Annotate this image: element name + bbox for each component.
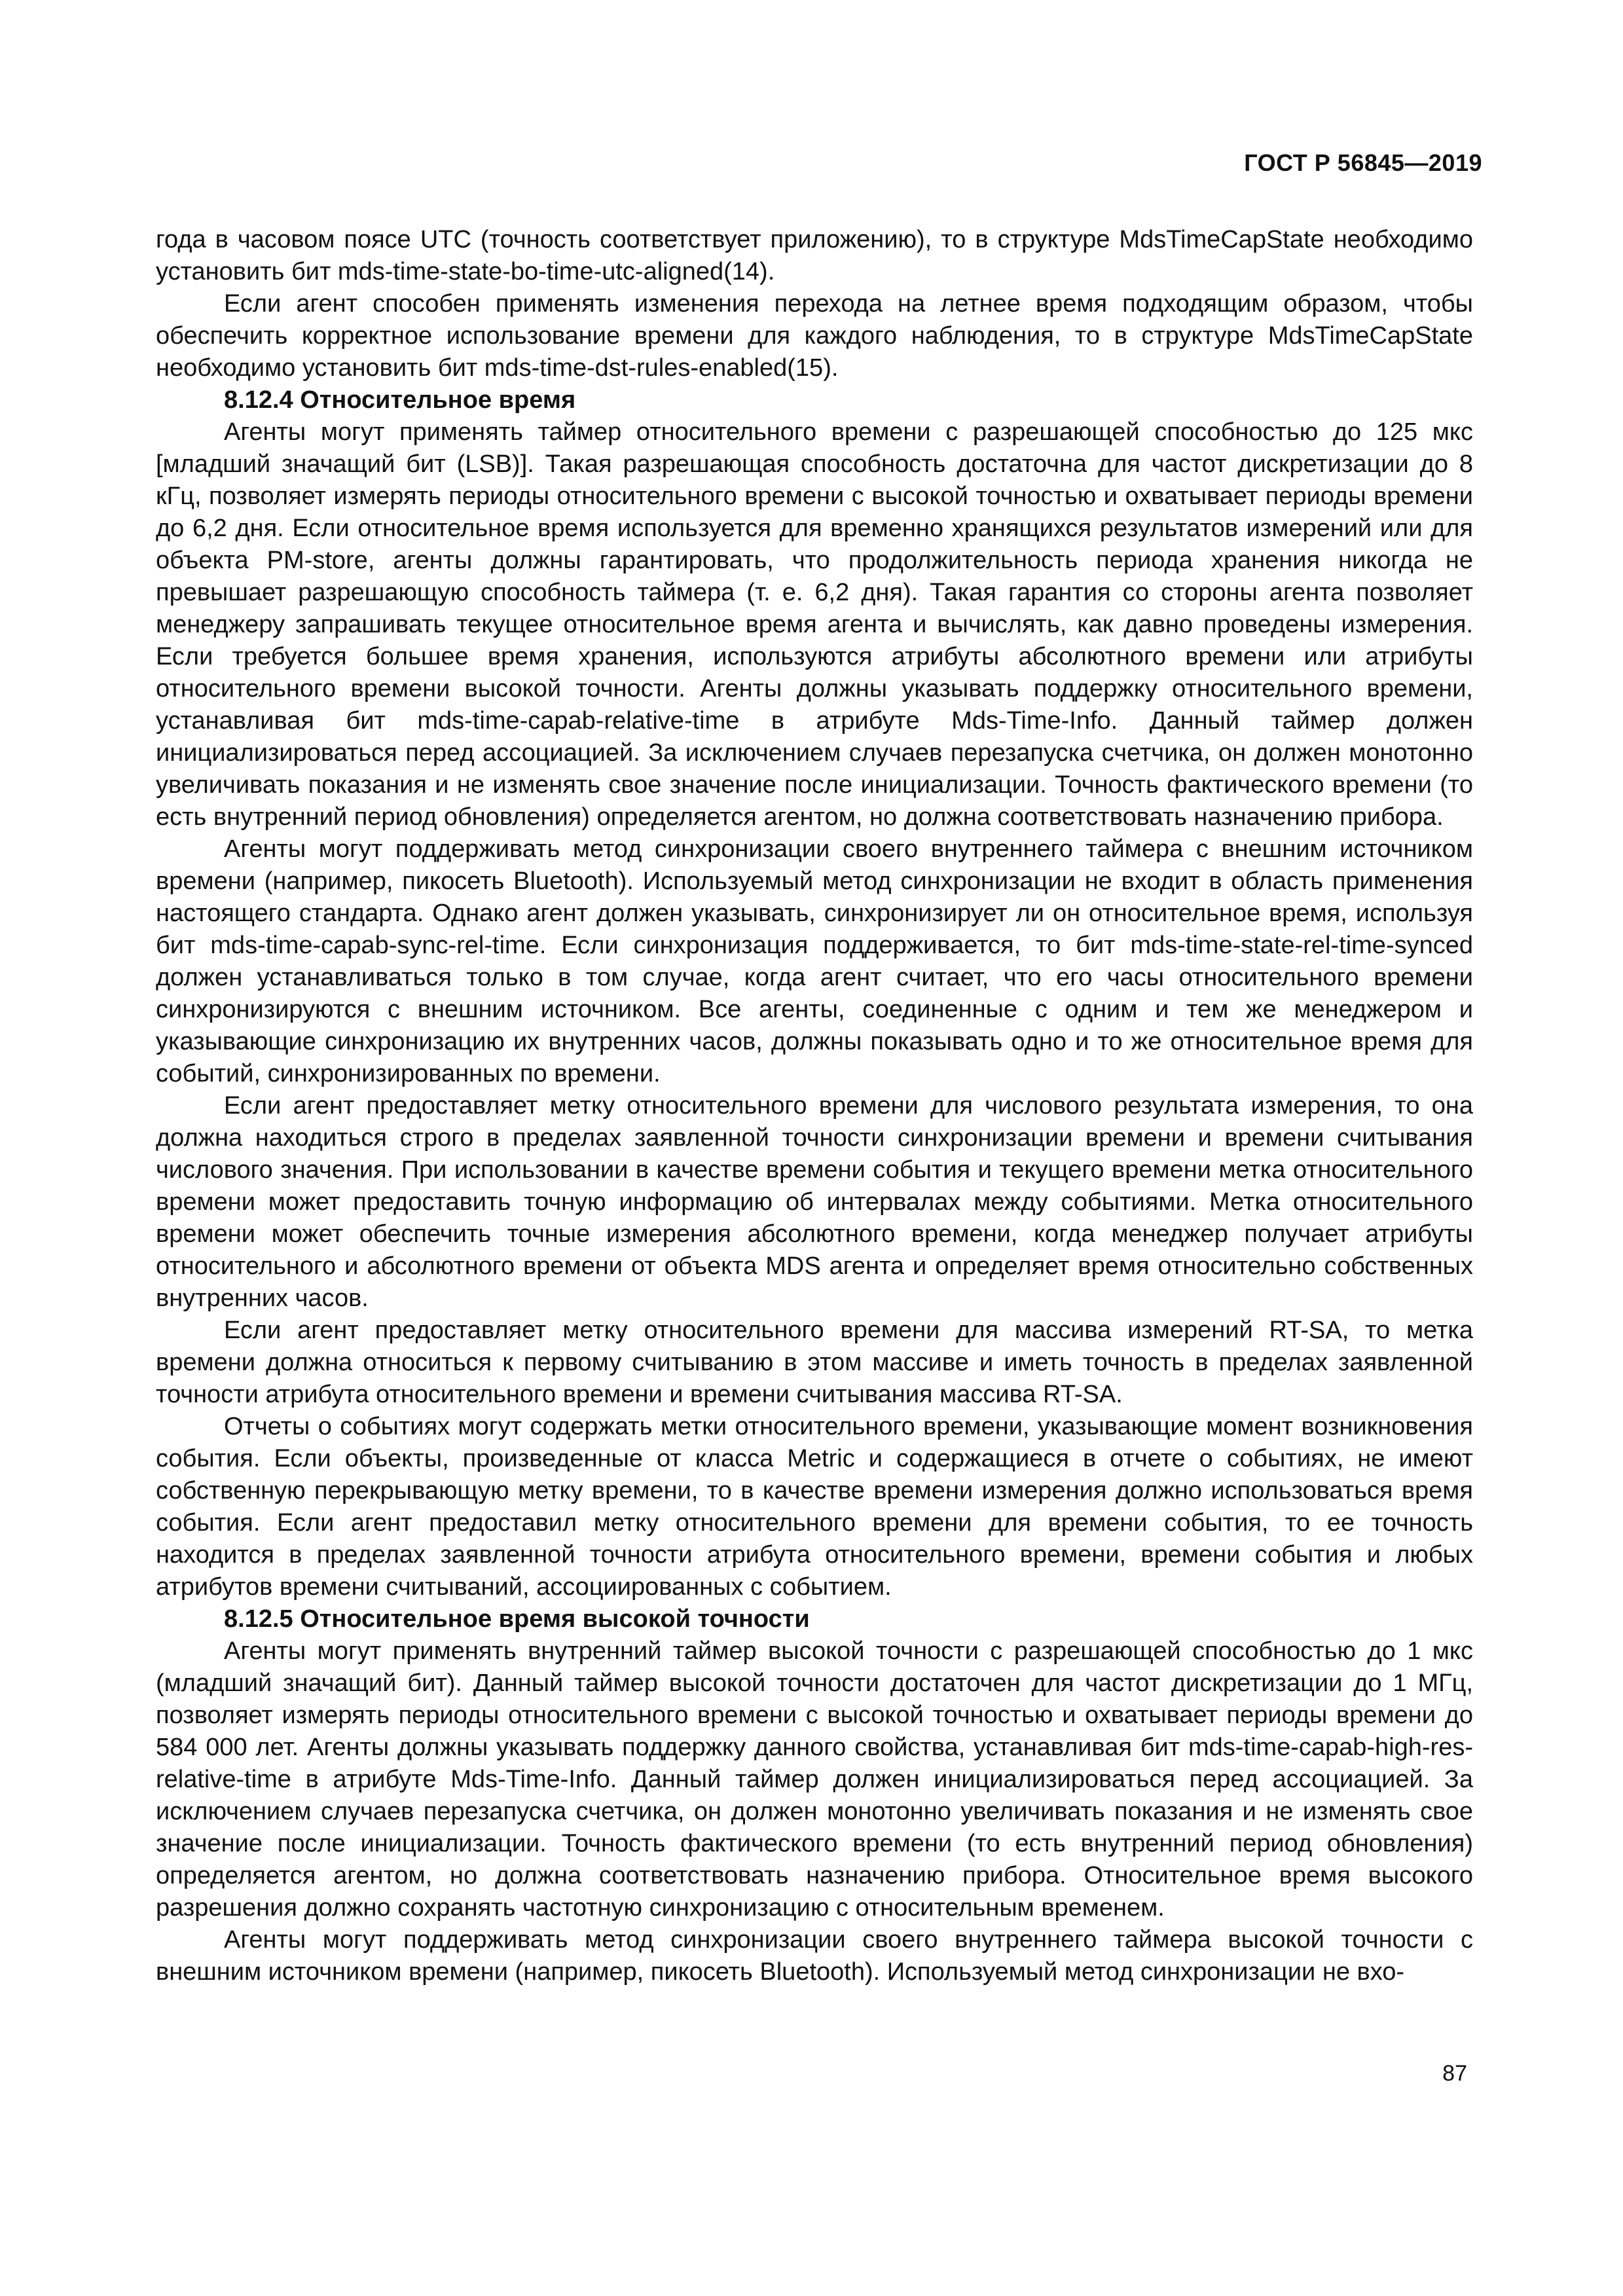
paragraph-continuation: года в часовом поясе UTC (точность соответствует приложению), то в структуре MdsTimeCapState необходимо установить бит mds-time-state-bo-time-utc-aligned(14). bbox=[156, 226, 1473, 285]
paragraph-high-res-sync: Агенты могут поддерживать метод синхронизации своего внутреннего таймера высокой точности с внешним источником времени (например, пикосеть Bluetooth). Используемый метод синхронизации не вхо- bbox=[156, 1926, 1473, 1986]
standard-designation: ГОСТ Р 56845—2019 bbox=[1244, 149, 1482, 176]
page-body bbox=[156, 224, 1473, 1988]
paragraph-relative-time-sync: Агенты могут поддерживать метод синхронизации своего внутреннего таймера с внешним источником времени (например, пикосеть Bluetooth). Используемый метод синхронизации не входит в область применения настоящего стандарта. Однако агент должен указывать, синхронизирует ли он относительное время, используя бит mds-time-capab-sync-rel-time. Если синхронизация поддерживается, то бит mds-time-state-rel-time-synced должен устанавливаться только в том случае, когда агент считает, что его часы относительного времени синхронизируются с внешним источником. Все агенты, соединенные с одним и тем же менеджером и указывающие синхронизацию их внутренних часов, должны показывать одно и то же относительное время для событий, синхронизированных по времени. bbox=[156, 835, 1473, 1087]
section-heading-8-12-5: 8.12.5 Относительное время высокой точности bbox=[224, 1605, 810, 1633]
paragraph-relative-time-timer: Агенты могут применять таймер относительного времени с разрешающей способностью до 125 мкс [младший значащий бит (LSB)]. Такая разрешающая способность достаточна для частот дискретизации до 8 кГц, позволяет измерять периоды относительного времени с высокой точностью и охватывает периоды времени до 6,2 дня. Если относительное время используется для временно хранящихся результатов измерений или для объекта PM-store, агенты должны гарантировать, что продолжительность периода хранения никогда не превышает разрешающую способность таймера (т. е. 6,2 дня). Такая гарантия со стороны агента позволяет менеджеру запрашивать текущее относительное время агента и вычислять, как давно проведены измерения. Если требуется большее время хранения, используются атрибуты абсолютного времени или атрибуты относительного времени высокой точности. Агенты должны указывать поддержку относительного времени, устанавливая бит mds-time-capab-relative-time в атрибуте Mds-Time-Info. Данный таймер должен инициализироваться перед ассоциацией. За исключением случаев перезапуска счетчика, он должен монотонно увеличивать показания и не изменять свое значение после инициализации. Точность фактического времени (то есть внутренний период обновления) определяется агентом, но должна соответствовать назначению прибора. bbox=[156, 418, 1473, 831]
paragraph-dst: Если агент способен применять изменения перехода на летнее время подходящим образом, чтобы обеспечить корректное использование времени для каждого наблюдения, то в структуре MdsTimeCapState необходимо установить бит mds-time-dst-rules-enabled(15). bbox=[156, 290, 1473, 382]
paragraph-numeric-timestamp: Если агент предоставляет метку относительного времени для числового результата измерения, то она должна находиться строго в пределах заявленной точности синхронизации времени и времени считывания числового значения. При использовании в качестве времени события и текущего времени метка относительного времени может предоставить точную информацию об интервалах между событиями. Метка относительного времени может обеспечить точные измерения абсолютного времени, когда менеджер получает атрибуты относительного и абсолютного времени от объекта MDS агента и определяет время относительно собственных внутренних часов. bbox=[156, 1092, 1473, 1312]
paragraph-rt-sa-timestamp: Если агент предоставляет метку относительного времени для массива измерений RT-SA, то метка времени должна относиться к первому считыванию в этом массиве и иметь точность в пределах заявленной точности атрибута относительного времени и времени считывания массива RT-SA. bbox=[156, 1317, 1473, 1408]
page-number: 87 bbox=[1442, 2061, 1467, 2086]
paragraph-event-reports: Отчеты о событиях могут содержать метки относительного времени, указывающие момент возникновения события. Если объекты, произведенные от класса Metric и содержащиеся в отчете о событиях, не имеют собственную перекрывающую метку времени, то в качестве времени измерения должно использоваться время события. Если агент предоставил метку относительного времени для времени события, то ее точность находится в пределах заявленной точности атрибута относительного времени, времени события и любых атрибутов времени считываний, ассоциированных с событием. bbox=[156, 1413, 1473, 1601]
section-heading-8-12-4: 8.12.4 Относительное время bbox=[224, 386, 576, 414]
paragraph-high-res-timer: Агенты могут применять внутренний таймер высокой точности с разрешающей способностью до 1 мкс (младший значащий бит). Данный таймер высокой точности достаточен для частот дискретизации до 1 МГц, позволяет измерять периоды относительного времени с высокой точностью и охватывает периоды времени до 584 000 лет. Агенты должны указывать поддержку данного свойства, устанавливая бит mds-time-capab-high-res-relative-time в атрибуте Mds-Time-Info. Данный таймер должен инициализироваться перед ассоциацией. За исключением случаев перезапуска счетчика, он должен монотонно увеличивать показания и не изменять свое значение после инициализации. Точность фактического времени (то есть внутренний период обновления) определяется агентом, но должна соответствовать назначению прибора. Относительное время высокого разрешения должно сохранять частотную синхронизацию с относительным временем. bbox=[156, 1637, 1473, 1922]
